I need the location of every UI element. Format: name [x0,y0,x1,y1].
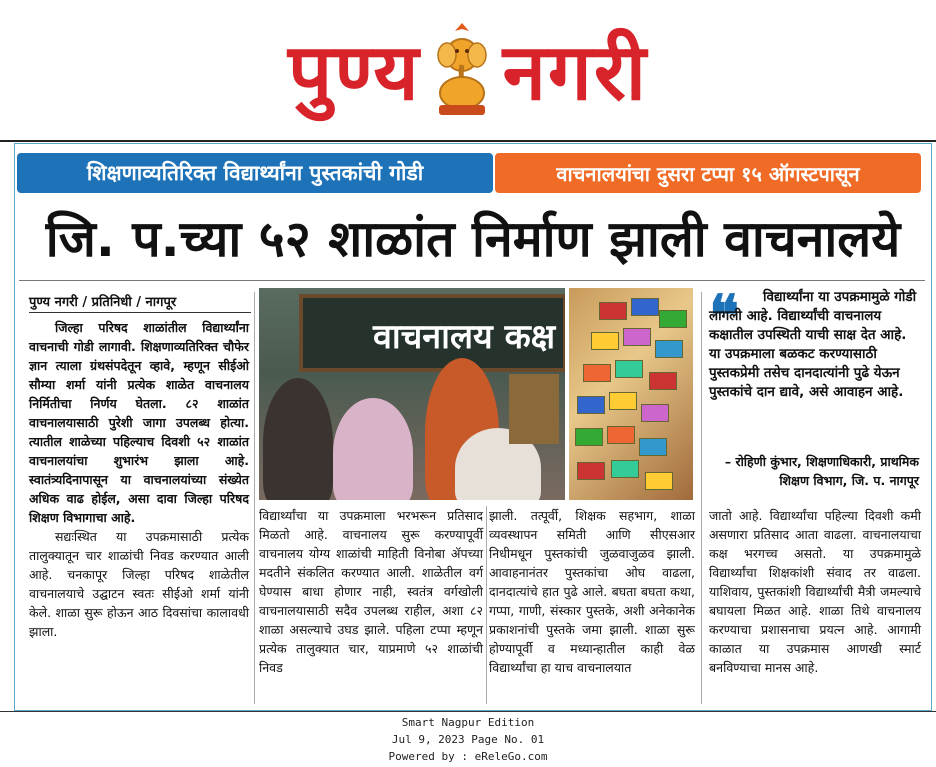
quote-text: विद्यार्थ्यांना या उपक्रमामुळे गोडी लागली आहे. विद्यार्थ्यांची वाचनालय कक्षातील उपस्थिती याची साक्ष देत आहे. या उपक्रमाला बळकट करण्यासाठी पुस्तकप्रेमी तसेच दानदात्यांनी पुढे येऊन पुस्तकांचे दान द्यावे, असे आवाहन आहे. [709,289,917,400]
book [577,396,605,414]
article-paragraph: विद्यार्थ्यांचा या उपक्रमाला भरभरून प्रतिसाद मिळतो आहे. वाचनालय सुरू करण्यापूर्वी वाचनालय योग्य शाळांची माहिती विनोबा ॲपच्या मदतीने संकलित करण्यात आली. शाळेतील वर्ग घेण्यास बाधा होणार नाही, स्वतंत्र वर्गखोली वाचनालयासाठी सदैव उपलब्ध राहील, अशा ८२ शाळा असल्याचे उघड झाले. पहिला टप्पा म्हणून प्रत्येक तालुक्यात चार, याप्रमाणे ५२ शाळांची निवड [259,508,483,675]
person-woman-left [333,398,413,500]
news-clipping [14,143,932,711]
article-paragraph: झाली. तत्पूर्वी, शिक्षक सहभाग, शाळा व्यवस्थापन समिती आणि सीएसआर निधीमधून पुस्तकांची जुळवाजुळव झाली. आवाहनानंतर पुस्तकांचा ओघ वाढला, दानदात्यांचे हात पुढे आले. बघता बघता कथा, गप्पा, गाणी, संस्कार पुस्तके, अशी अनेकानेक प्रकाशनांची पुस्तके जमा झाली. शाळा सुरू होण्यापूर्वी व मध्यान्हातील काही वेळ विद्यार्थ्यांचा हा याच वाचनालयात [489,508,695,675]
article-paragraph: सद्यःस्थित या उपक्रमासाठी प्रत्येक तालुक्यातून चार शाळांची निवड करण्यात आली आहे. चनकापूर जिल्हा परिषद शाळेतील वाचनालयाचे उद्घाटन स्वतः सीईओ शर्मा यांनी केले. शाळा सुरू होऊन आठ दिवसांचा कालावधी झाला. [29,529,249,639]
book-rack [509,374,559,444]
book [655,340,683,358]
article-column-4 [709,506,921,706]
book [607,426,635,444]
book [645,472,673,490]
column-divider [486,506,487,704]
book [591,332,619,350]
person-left [263,378,333,500]
book [575,428,603,446]
byline: पुण्य नगरी / प्रतिनिधी / नागपूर [29,295,177,310]
classroom-photo [259,288,565,500]
ganesh-logo-icon [429,19,495,119]
chalkboard [299,294,565,372]
article-column-3 [489,506,695,706]
book [599,302,627,320]
pull-quote [709,283,923,498]
masthead-logo [288,16,648,122]
quote-signature: – रोहिणी कुंभार, शिक्षणाधिकारी, प्राथमिक शिक्षण विभाग, जि. प. नागपूर [724,454,919,488]
quote-icon: ❝ [709,283,740,349]
headline-rule [19,280,925,281]
book [577,462,605,480]
powered-by: Powered by : eReleGo.com [388,750,548,763]
book [641,404,669,422]
book [639,438,667,456]
article-paragraph: जिल्हा परिषद शाळांतील विद्यार्थ्यांना वाचनाची गोडी लागावी. शिक्षणाव्यतिरिक्त चौफेर ज्ञान त्याला ग्रंथसंपदेतून व्हावे, म्हणून सीईओ सौम्या शर्मा यांनी प्रत्येक शाळेत वाचनालय निर्मितीचा निर्णय घेतला. ८२ शाळांत वाचनालयासाठी पुरेशी जागा उपलब्ध होत्या. त्यातील शाळेच्या पहिल्याच दिवशी ५२ शाळांत वाचनालयांचा शुभारंभ झाला आहे. स्वातंत्र्यदिनापासून या वाचनालयांच्या संख्येत अधिक वाढ होईल, असा दावा जिल्हा परिषद शिक्षण विभागाचा आहे. [29,320,249,525]
footer-rule [0,711,936,712]
article-column-1 [29,318,249,706]
column-divider [254,292,255,704]
book [659,310,687,328]
book [649,372,677,390]
banner-left: शिक्षणाव्यतिरिक्त विद्यार्थ्यांना पुस्तकांची गोडी [17,153,493,193]
book [609,392,637,410]
edition-name: Smart Nagpur Edition [401,716,535,729]
book [631,298,659,316]
edition-date-page: Jul 9, 2023 Page No. 01 [391,733,545,746]
banner-right: वाचनालयांचा दुसरा टप्पा १५ ऑगस्टपासून [495,153,921,193]
masthead-rule [0,140,936,142]
masthead [0,0,936,138]
article-paragraph: जातो आहे. विद्यार्थ्यांचा पहिल्या दिवशी कमी असणारा प्रतिसाद आता वाढला. वाचनालयाचा कक्ष भरगच्च असतो. या उपक्रमामुळे विद्यार्थ्यांचा शिक्षकांशी संवाद तर वाढला. याशिवाय, पुस्तकांशी विद्यार्थ्यांची मैत्री जमल्याचे बघायला मिळत आहे. शाळा तिथे वाचनालय करण्याचा प्रशासनाचा प्रयत्न आहे. आगामी काळात या उपक्रमास आणखी स्मार्ट बनविण्याचा मानस आहे. [709,508,921,675]
bookshelf-photo [569,288,693,500]
edition-footer [0,714,936,765]
column-divider [701,292,702,704]
book [583,364,611,382]
masthead-title-left: पुण्य [288,28,421,118]
book [623,328,651,346]
masthead-title-right: नगरी [502,28,648,118]
book [611,460,639,478]
board-text: वाचनालय कक्ष [373,317,556,357]
headline: जि. प.च्या ५२ शाळांत निर्माण झाली वाचनालये [45,210,901,268]
book [615,360,643,378]
byline-rule [29,312,251,313]
article-column-2 [259,506,483,706]
